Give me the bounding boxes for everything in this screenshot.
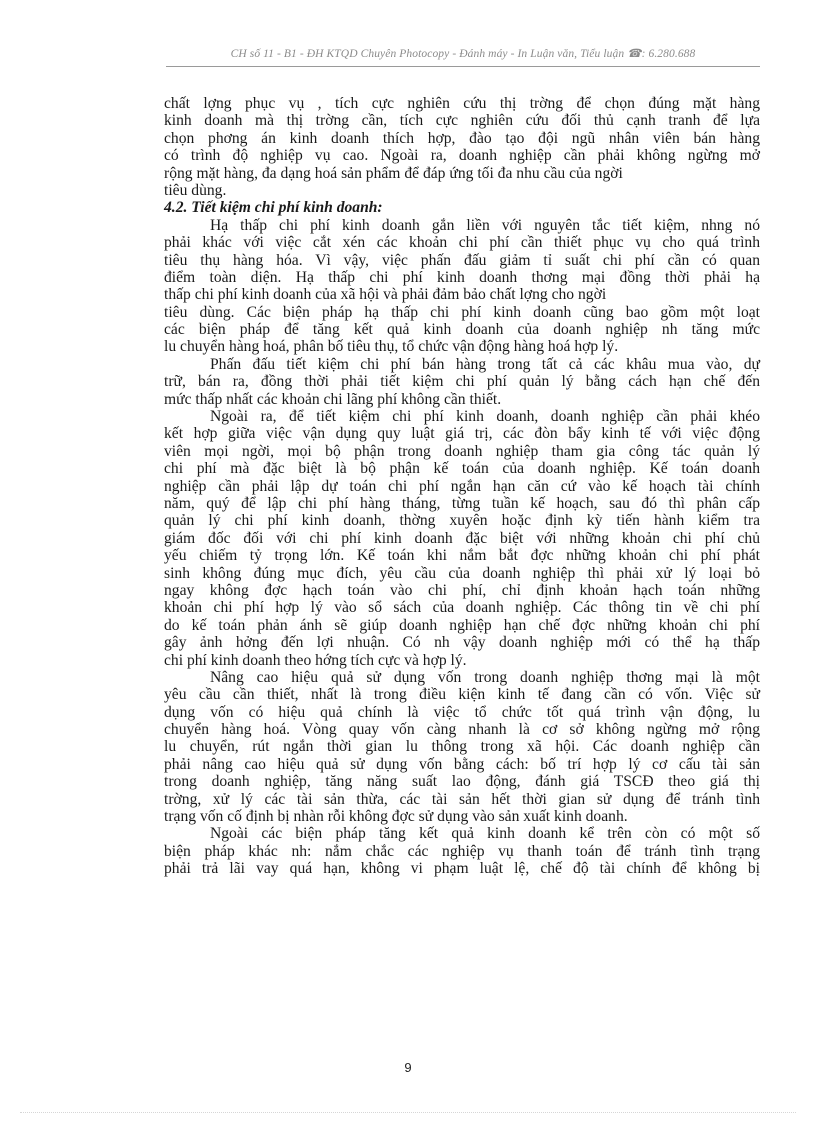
page-header: CH số 11 - B1 - ĐH KTQD Chuyên Photocopy - Đánh máy - In Luận văn, Tiểu luận ☎: 6.280.688 xyxy=(230,48,696,60)
text-line: kinh doanh mà thị trờng cần, tích cực nghiên cứu đối thủ cạnh tranh để lựa xyxy=(164,112,760,130)
text-line: các biện pháp để tăng kết quả kinh doanh của doanh nghiệp nh tăng mức xyxy=(164,321,760,339)
text-line: yếu chiếm tỷ trọng lớn. Kế toán khi nắm bắt đợc những khoản chi phí phát xyxy=(164,547,760,565)
text-line: Hạ thấp chi phí kinh doanh gắn liền với nguyên tắc tiết kiệm, nhng nó xyxy=(210,216,760,234)
text-line: Ngoài ra, để tiết kiệm chi phí kinh doanh, doanh nghiệp cần phải khéo xyxy=(210,408,760,426)
text-line: quản lý chi phí kinh doanh, thờng xuyên hoặc định kỳ tiến hành kiểm tra xyxy=(164,512,760,530)
text-line: trữ, bán ra, đồng thời phải tiết kiệm chi phí quản lý bằng cách hạn chế đến xyxy=(164,373,760,391)
text-line: giám đốc đối với chi phí kinh doanh đặc biệt với những khoản chi phí chủ xyxy=(164,529,760,547)
text-line: kết hợp giữa việc vận dụng quy luật giá trị, các đòn bẩy kinh tế với việc động xyxy=(164,425,760,443)
text-line: lu chuyển hàng hoá, phân bố tiêu thụ, tổ chức vận động hàng hoá hợp lý. xyxy=(164,338,619,356)
section-heading: 4.2. Tiết kiệm chi phí kinh doanh: xyxy=(164,199,383,217)
text-line: chi phí kinh doanh theo hớng tích cực và hợp lý. xyxy=(164,651,467,669)
text-line: Nâng cao hiệu quả sử dụng vốn trong doanh nghiệp thơng mại là một xyxy=(210,668,760,686)
text-line: chọn phơng án kinh doanh thích hợp, đào tạo đội ngũ nhân viên bán hàng xyxy=(164,129,760,147)
text-line: chuyển hàng hoá. Vòng quay vốn càng nhanh là cơ sở không ngừng mở rộng xyxy=(164,721,760,739)
text-line: viên mọi ngời, mọi bộ phận trong doanh nghiệp tham gia công tác quản lý xyxy=(164,442,760,460)
text-line: trạng vốn cố định bị nhàn rỗi không đợc sử dụng vào sản xuất kinh doanh. xyxy=(164,808,628,826)
text-line: chất lợng phục vụ , tích cực nghiên cứu thị trờng để chọn đúng mặt hàng xyxy=(164,95,760,112)
text-line: phải nâng cao hiệu quả sử dụng vốn bằng cách: bố trí hợp lý cơ cấu tài sản xyxy=(164,755,760,773)
text-line: Phấn đấu tiết kiệm chi phí bán hàng trong tất cả các khâu mua vào, dự xyxy=(210,355,760,373)
text-line: tiêu dùng. Các biện pháp hạ thấp chi phí kinh doanh cũng bao gồm một loạt xyxy=(164,303,760,321)
text-line: sinh không đúng mục đích, yêu cầu của doanh nghiệp thì phải xử lý loại bỏ xyxy=(164,564,760,582)
text-line: điểm toàn diện. Hạ thấp chi phí kinh doanh thơng mại đồng thời phải hạ xyxy=(164,268,760,286)
text-line: phải khác với việc cắt xén các khoản chi phí cần thiết phục vụ cho quá trình xyxy=(164,234,760,252)
text-line: thấp chi phí kinh doanh của xã hội và phải đảm bảo chất lợng cho ngời xyxy=(164,286,607,304)
text-line: tiêu thụ hàng hóa. Vì vậy, việc phấn đấu giảm tỉ suất chi phí cần có quan xyxy=(164,251,760,269)
text-line: Ngoài các biện pháp tăng kết quả kinh doanh kể trên còn có một số xyxy=(210,825,760,843)
text-line: trờng, xử lý các tài sản thừa, các tài sản hết thời gian sử dụng để tránh tình xyxy=(164,790,760,808)
text-line: có trình độ nghiệp vụ cao. Ngoài ra, doanh nghiệp cần phải không ngừng mở xyxy=(164,147,760,165)
text-line: năm, quý để lập chi phí hàng tháng, từng tuần kế hoạch, sau đó thì phân cấp xyxy=(164,494,760,512)
text-line: tiêu dùng. xyxy=(164,181,227,199)
text-line: yêu cầu cần thiết, nhất là trong điều kiện kinh tế đang cần có vốn. Việc sử xyxy=(164,686,760,704)
text-line: chi phí mà đặc biệt là bộ phận kế toán của doanh nghiệp. Kế toán doanh xyxy=(164,460,760,478)
text-line: biện pháp khác nh: nắm chắc các nghiệp vụ thanh toán để tránh tình trạng xyxy=(164,842,760,860)
bottom-dotted-rule xyxy=(20,1112,796,1113)
header-rule xyxy=(166,66,760,67)
text-line: khoản chi phí hợp lý vào sổ sách của doanh nghiệp. Các thông tin về chi phí xyxy=(164,599,760,617)
text-line: mức thấp nhất các khoản chi lãng phí không cần thiết. xyxy=(164,390,502,408)
text-line: phải trả lãi vay quá hạn, không vi phạm luật lệ, chế độ tài chính để không bị xyxy=(164,860,760,878)
page-number: 9 xyxy=(404,1060,412,1075)
text-line: lu chuyển, rút ngắn thời gian lu thông trong xã hội. Các doanh nghiệp cần xyxy=(164,738,760,756)
text-line: nghiệp cần phải lập dự toán chi phí ngắn hạn căn cứ vào kế hoạch tài chính xyxy=(164,477,760,495)
body-text xyxy=(164,95,760,878)
text-line: dụng vốn có hiệu quả chính là việc tổ chức tốt quá trình vận động, lu xyxy=(164,703,760,721)
text-line: do kế toán phản ánh sẽ giúp doanh nghiệp hạn chế đợc những khoản chi phí xyxy=(164,616,760,634)
text-line: ngay không đợc hạch toán vào chi phí, chỉ định khoản hạch toán những xyxy=(164,581,760,599)
text-line: rộng mặt hàng, đa dạng hoá sản phẩm để đáp ứng tối đa nhu cầu của ngời xyxy=(164,164,623,182)
text-line: gây ảnh hởng đến lợi nhuận. Có nh vậy doanh nghiệp mới có thể hạ thấp xyxy=(164,634,760,652)
text-line: trong doanh nghiệp, tăng năng suất lao động, đánh giá TSCĐ theo giá thị xyxy=(164,773,760,791)
